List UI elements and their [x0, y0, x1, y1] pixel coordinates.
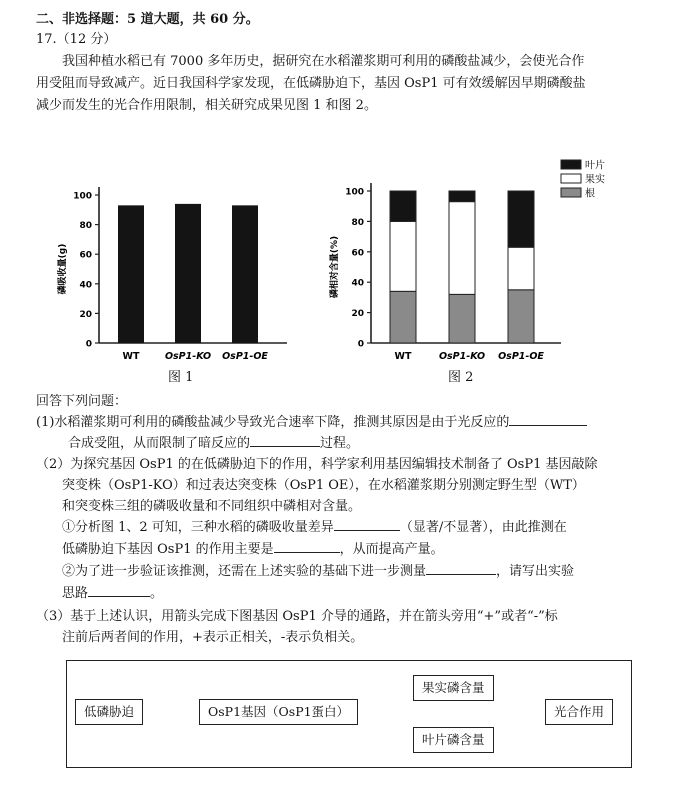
fig2-x-tick-label: WT: [394, 351, 412, 362]
q2-sub2-text-1: ②为了进一步验证该推测，还需在上述实验的基础下进一步测量: [62, 564, 427, 579]
fig2-segment-osp1-oe: [508, 191, 534, 247]
fig2-y-tick-label: 100: [345, 187, 364, 198]
fig1-bar-osp1-oe: [232, 205, 258, 343]
fig1-y-tick-label: 100: [73, 191, 92, 202]
fig2-legend-label: 根: [585, 188, 595, 200]
fig1-y-axis-label: 磷吸收量(g): [58, 243, 68, 295]
fig1-bar-wt: [118, 205, 144, 343]
gene-box[interactable]: OsP1基因（OsP1蛋白）: [199, 699, 358, 725]
fig2-y-tick-label: 80: [351, 217, 364, 228]
intro-line-2: 用受阻而导致减产。近日我国科学家发现，在低磷胁迫下，基因 OsP1 可有效缓解因早期磷酸盐: [36, 76, 586, 91]
fig1-y-tick-label: 0: [85, 339, 92, 350]
stress-box[interactable]: 低磷胁迫: [75, 699, 143, 725]
fig1-y-tick-label: 20: [79, 309, 92, 320]
fig2-segment-osp1-ko: [449, 202, 475, 295]
q2-sub1-text-1: ①分析图 1、2 可知，三种水稻的磷吸收量差异: [62, 520, 334, 535]
fig2-y-tick-label: 0: [357, 339, 364, 350]
figure-1-caption: 图 1: [168, 370, 194, 385]
intro-line-1: 我国种植水稻已有 7000 多年历史，据研究在水稻灌浆期可利用的磷酸盐减少，会使光合作: [62, 54, 585, 69]
q2-sub1-blank-2[interactable]: [274, 540, 340, 553]
fig1-y-tick-label: 60: [79, 250, 92, 261]
figure-1-chart: [55, 158, 295, 390]
fig2-segment-wt: [390, 291, 416, 343]
intro-line-3: 减少而发生的光合作用限制，相关研究成果见图 1 和图 2。: [36, 98, 377, 113]
figure-2-chart: [325, 150, 605, 390]
fig2-y-tick-label: 20: [351, 309, 364, 320]
fig1-bar-osp1-ko: [175, 204, 201, 343]
fig2-legend-swatch: [561, 188, 581, 197]
fig1-x-tick-label: OsP1-OE: [222, 351, 268, 362]
q3-line-2: 注前后两者间的作用，+表示正相关，-表示负相关。: [62, 630, 364, 645]
q1-line-1: [36, 413, 587, 433]
photosynthesis-box[interactable]: 光合作用: [545, 699, 613, 725]
q2-sub1-blank-1[interactable]: [334, 518, 400, 531]
q2-line-1: （2）为探究基因 OsP1 的在低磷胁迫下的作用，科学家利用基因编辑技术制备了 OsP1 基因敲除: [36, 457, 598, 472]
fig2-legend-label: 果实: [585, 174, 605, 186]
fig1-x-tick-label: OsP1-KO: [164, 351, 212, 362]
pathway-diagram: [66, 660, 632, 768]
q3-line-1: （3）基于上述认识，用箭头完成下图基因 OsP1 介导的通路，并在箭头旁用“+”或者“-”标: [36, 609, 558, 624]
q2-sub2-text-2: ，请写出实验: [496, 564, 575, 579]
section-heading: 二、非选择题：5 道大题，共 60 分。: [36, 12, 259, 27]
q2-sub2-blank-1[interactable]: [426, 562, 496, 575]
fig2-segment-osp1-oe: [508, 247, 534, 290]
fig2-x-tick-label: OsP1-KO: [438, 351, 486, 362]
question-number: 17.（12 分）: [36, 32, 117, 47]
fig1-y-tick-label: 40: [79, 280, 92, 291]
leaf-phosphorus-box[interactable]: 叶片磷含量: [413, 727, 494, 753]
q2-line-2: 突变株（OsP1-KO）和过表达突变株（OsP1 OE），在水稻灌浆期分别测定野生型（WT）: [62, 478, 585, 493]
q1-blank-1[interactable]: [509, 413, 587, 426]
q2-sub1-line-1: [62, 518, 567, 538]
q1-text-3: 过程。: [320, 436, 360, 451]
fig2-segment-osp1-oe: [508, 290, 534, 343]
q2-sub1-text-2: （显著/不显著），由此推测在: [399, 520, 567, 535]
q2-sub1-text-3: 低磷胁迫下基因 OsP1 的作用主要是: [62, 542, 274, 557]
fig2-y-axis-label: 磷相对含量(%): [330, 235, 340, 299]
q1-blank-2[interactable]: [250, 434, 320, 447]
fig2-legend-swatch: [561, 160, 581, 169]
fig2-segment-osp1-ko: [449, 191, 475, 202]
fig2-legend-swatch: [561, 174, 581, 183]
fig1-x-tick-label: WT: [122, 351, 140, 362]
fig2-y-tick-label: 40: [351, 278, 364, 289]
q1-text-2: 合成受阻，从而限制了暗反应的: [68, 436, 251, 451]
q2-line-3: 和突变株三组的磷吸收量和不同组织中磷相对含量。: [62, 499, 362, 514]
q2-sub1-line-2: [62, 540, 444, 560]
q2-sub2-line-1: [62, 562, 574, 582]
answer-prompt: 回答下列问题：: [36, 394, 128, 409]
fruit-phosphorus-box[interactable]: 果实磷含量: [413, 675, 494, 701]
q1-line-2: [68, 434, 359, 454]
q2-sub2-blank-2[interactable]: [88, 584, 150, 597]
fig2-y-tick-label: 60: [351, 248, 364, 259]
q1-text-1: (1)水稻灌浆期可利用的磷酸盐减少导致光合速率下降，推测其原因是由于光反应的: [36, 415, 510, 430]
q2-sub2-period: 。: [150, 586, 164, 601]
figure-2-caption: 图 2: [448, 370, 474, 385]
fig1-y-tick-label: 80: [79, 221, 92, 232]
fig2-segment-osp1-ko: [449, 294, 475, 343]
fig2-segment-wt: [390, 221, 416, 291]
fig2-legend-label: 叶片: [585, 160, 605, 172]
fig2-x-tick-label: OsP1-OE: [498, 351, 544, 362]
q2-sub2-line-2: [62, 584, 163, 604]
q2-sub1-text-4: ，从而提高产量。: [339, 542, 444, 557]
fig2-segment-wt: [390, 191, 416, 221]
q2-sub2-text-3: 思路: [62, 586, 89, 601]
